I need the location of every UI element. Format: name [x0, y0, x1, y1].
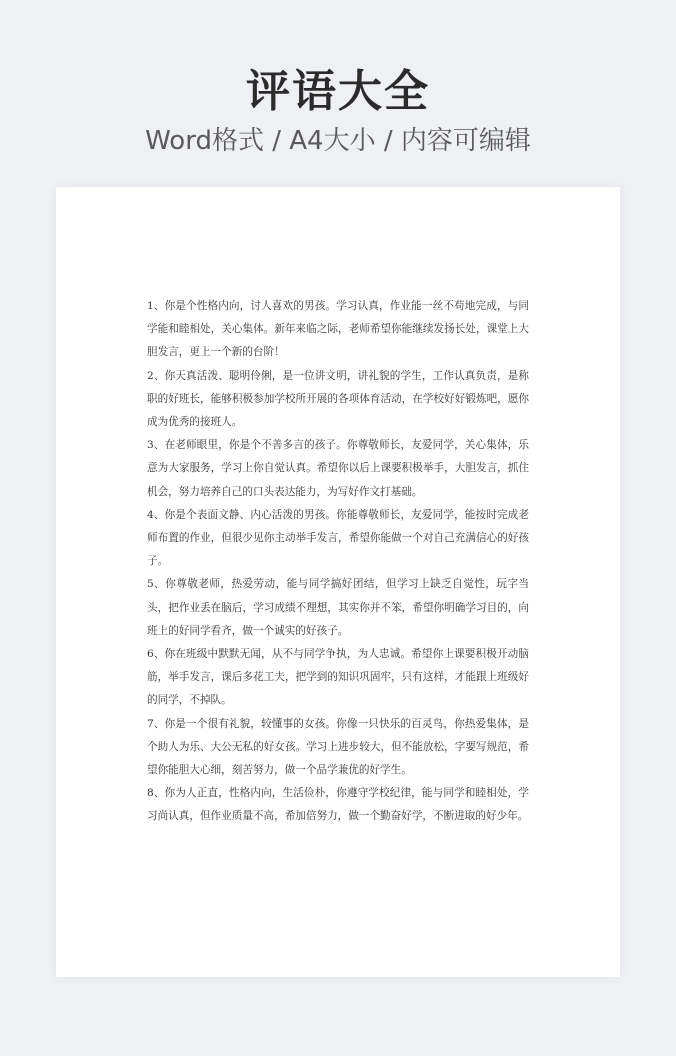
header	[0, 62, 676, 158]
comment-paragraph-6: 6、你在班级中默默无闻，从不与同学争执，为人忠诚。希望你上课要积极开动脑筋，举手发言，课后多花工夫，把学到的知识巩固牢，只有这样，才能跟上班级好的同学，不掉队。	[147, 648, 529, 707]
comment-paragraph-8: 8、你为人正直，性格内向，生活俭朴，你遵守学校纪律，能与同学和睦相处，学习尚认真，但作业质量不高，希加倍努力，做一个勤奋好学，不断进取的好少年。	[147, 787, 529, 823]
page-title: 评语大全	[246, 66, 430, 117]
document-content	[147, 295, 529, 829]
comment-paragraph-1: 1、你是个性格内向，讨人喜欢的男孩。学习认真，作业能一丝不苟地完成，与同学能和睦相处，关心集体。新年来临之际，老师希望你能继续发扬长处，课堂上大胆发言，更上一个新的台阶！	[147, 300, 529, 359]
comment-paragraph-5: 5、你尊敬老师，热爱劳动，能与同学搞好团结，但学习上缺乏自觉性，玩字当头，把作业丢在脑后，学习成绩不理想，其实你并不笨，希望你明确学习目的，向班上的好同学看齐，做一个诚实的好孩子。	[147, 578, 529, 637]
comment-paragraph-3: 3、在老师眼里，你是个不善多言的孩子。你尊敬师长，友爱同学，关心集体，乐意为大家服务，学习上你自觉认真。希望你以后上课要积极举手，大胆发言，抓住机会，努力培养自己的口头表达能力，为写好作文打基础。	[147, 439, 529, 498]
comment-paragraph-4: 4、你是个表面文静、内心活泼的男孩。你能尊敬师长，友爱同学，能按时完成老师布置的作业，但很少见你主动举手发言，希望你能做一个对自己充满信心的好孩子。	[147, 508, 529, 568]
page-subtitle: Word格式 / A4大小 / 内容可编辑	[145, 126, 531, 156]
comment-paragraph-2: 2、你天真活泼、聪明伶俐，是一位讲文明，讲礼貌的学生，工作认真负责，是称职的好班长，能够积极参加学校所开展的各项体育活动，在学校好好锻炼吧，愿你成为优秀的接班人。	[147, 369, 529, 429]
document-page	[56, 187, 620, 977]
comment-paragraph-7: 7、你是一个很有礼貌，较懂事的女孩。你像一只快乐的百灵鸟，你热爱集体，是个助人为乐、大公无私的好女孩。学习上进步较大，但不能放松，字要写规范，希望你能胆大心细，刻苦努力，做一个品学兼优的好学生。	[147, 717, 529, 777]
